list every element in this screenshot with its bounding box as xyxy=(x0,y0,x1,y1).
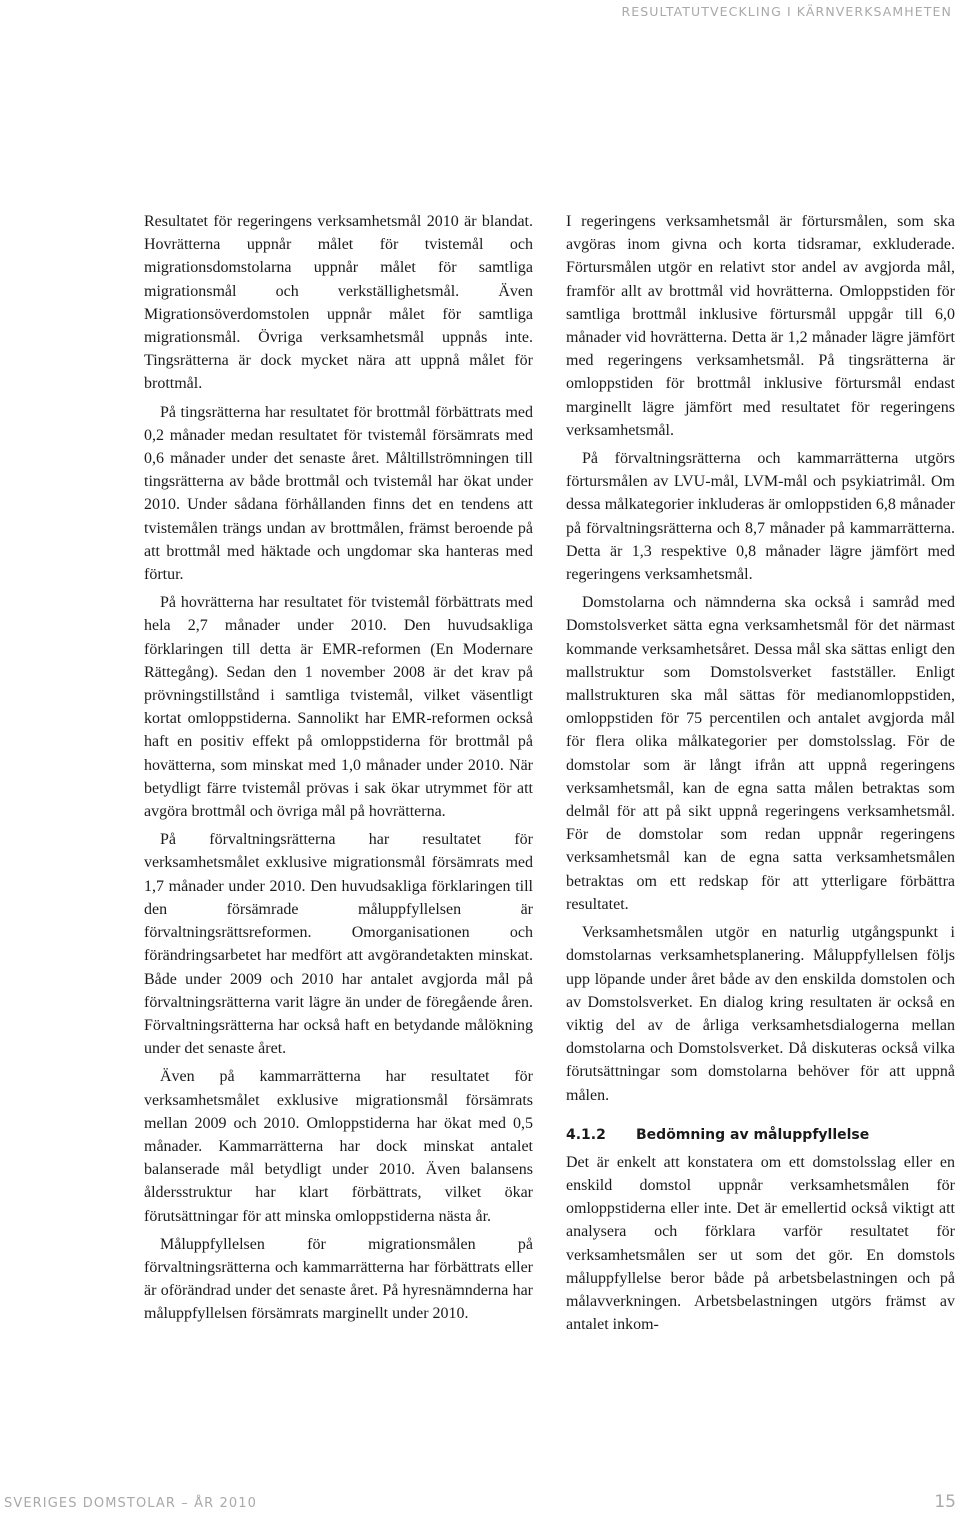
right-column xyxy=(566,210,955,1341)
body-paragraph: Resultatet för regeringens verksamhetsmål 2010 är blandat. Hovrätterna uppnår målet för tvistemål och migrationsdomstolarna uppnår målet för samtliga migrationsmål och verkställighetsmål. Även Migrationsöverdomstolen uppnår målet för samtliga migrationsmål. Övriga verksamhetsmål uppnås inte. Tingsrätterna är dock mycket nära att uppnå målet för brottmål. xyxy=(144,213,533,393)
section-heading xyxy=(566,1125,955,1145)
body-paragraph: På förvaltningsrätterna och kammarrätterna utgörs förtursmålen av LVU-mål, LVM-mål och psykiatrimål. Om dessa målkategorier inkluderas är omloppstiden 6,8 månader på förvaltningsrätterna och 8,7 månader på kammarrätterna. Detta är 1,3 respektive 0,8 månader lägre jämfört med regeringens verksamhetsmål. xyxy=(566,450,955,584)
running-header: RESULTATUTVECKLING I KÄRNVERKSAMHETEN xyxy=(621,4,952,19)
section-title: Bedömning av måluppfyllelse xyxy=(636,1126,870,1143)
footer-publication: SVERIGES DOMSTOLAR – ÅR 2010 xyxy=(4,1496,257,1511)
body-paragraph: Även på kammarrätterna har resultatet för verksamhetsmålet exklusive migrationsmål försämrats mellan 2009 och 2010. Omloppstiderna har ökat med 0,5 månader. Kammarrätterna har dock minskat antalet balanserade mål betydligt under 2010. Även balansens åldersstruktur har klart förbättrats, vilket ökar förutsättningar för att minska omloppstiderna nästa år. xyxy=(144,1068,533,1225)
section-number: 4.1.2 xyxy=(566,1126,606,1143)
body-paragraph: Måluppfyllelsen för migrationsmålen på förvaltningsrätterna och kammarrätterna har förbättrats eller är oförändrad under det senaste året. På hyresnämnderna har måluppfyllelsen försämrats marginellt under 2010. xyxy=(144,1235,533,1323)
body-paragraph: På tingsrätterna har resultatet för brottmål förbättrats med 0,2 månader medan resultatet för tvistemål försämrats med 0,6 månader under det senaste året. Måltillströmningen till tingsrätterna av både brottmål och tvistemål har ökat under 2010. Under sådana förhållanden finns det en tendens att tvistemålen trängs undan av brottmålen, främst beroende på att brottmål med häktade och ungdomar ska hanteras med förtur. xyxy=(144,403,533,584)
page-number: 15 xyxy=(934,1492,956,1512)
body-paragraph: Verksamhetsmålen utgör en naturlig utgångspunkt i domstolarnas verksamhetsplanering. Måluppfyllelsen följs upp löpande under året både av den enskilda domstolen och av Domstolsverket. En dialog kring resultaten är också en viktig del av de årliga verksamhetsdialogerna mellan domstolarna och Domstolsverket. Då diskuteras också vilka förutsättningar som domstolarna behöver för att uppnå målen. xyxy=(566,924,955,1104)
body-paragraph: Domstolarna och nämnderna ska också i samråd med Domstolsverket sätta egna verksamhetsmål för det närmast kommande verksamhetsåret. Dessa mål ska sättas enligt den mallstruktur som Domstolsverket fastställer. Enligt mallstrukturen ska mål sättas för medianomloppstiden, omloppstiden för 75 percentilen och antalet avgjorda mål för flera olika målkategorier per domstolsslag. För de domstolar som är långt ifrån att uppnå regeringens verksamhetsmål, kan de egna satta målen betraktas som delmål för att på sikt uppnå regeringens verksamhetsmål. För de domstolar som redan uppnår regeringens verksamhetsmål kan de egna satta verksamhetsmålen betraktas om ett redskap för att ytterligare förbättra resultatet. xyxy=(566,594,955,913)
body-paragraph: På hovrätterna har resultatet för tvistemål förbättrats med hela 2,7 månader under 2010. Den huvudsakliga förklaringen till detta är EMR-reformen (En Modernare Rättegång). Sedan den 1 november 2008 är det krav på prövningstillstånd i samtliga tvistemål, vilket väsentligt kortat omloppstiderna. Sannolikt har EMR-reformen också haft en positiv effekt på omloppstiderna för brottmål på hovätterna, som minskat med 1,0 månader under 2010. När betydligt färre tvistemål prövas i sak ökar utrymmet för att avgöra brottmål och övriga mål på hovrätterna. xyxy=(144,594,533,821)
body-paragraph: Det är enkelt att konstatera om ett domstolsslag eller en enskild domstol uppnår verksamhetsmålen för omloppstiderna eller inte. Det är emellertid också viktigt att analysera och förklara varför resultatet för verksamhetsmålen ser ut som det gör. En domstols måluppfyllelse beror både på arbetsbelastningen och på målavverkningen. Arbetsbelastningen utgörs främst av antalet inkom- xyxy=(566,1153,955,1334)
left-column xyxy=(144,210,533,1331)
body-paragraph: På förvaltningsrätterna har resultatet för verksamhetsmålet exklusive migrationsmål försämrats med 1,7 månader under 2010. Den huvudsakliga förklaringen till den försämrade måluppfyllelsen är förvaltningsrättsreformen. Omorganisationen och förändringsarbetet har medfört att avgörandetakten minskat. Både under 2009 och 2010 har antalet avgjorda mål på förvaltningsrätterna varit lägre än under de föregående åren. Förvaltningsrätterna har också haft en betydande målökning under det senaste året. xyxy=(144,831,533,1058)
body-paragraph: I regeringens verksamhetsmål är förtursmålen, som ska avgöras inom givna och korta tidsramar, exkluderade. Förtursmålen utgör en relativt stor andel av avgjorda mål, framför allt av brottmål vid hovrätterna. Omloppstiden för samtliga brottmål inklusive förtursmål uppgår till 6,0 månader vid hovrätterna. Detta är 1,2 månader lägre jämfört med regeringens verksamhetsmål. På tingsrätterna är omloppstiden för brottmål inklusive förtursmål endast marginellt lägre jämfört med resultatet för regeringens verksamhetsmål. xyxy=(566,213,955,439)
